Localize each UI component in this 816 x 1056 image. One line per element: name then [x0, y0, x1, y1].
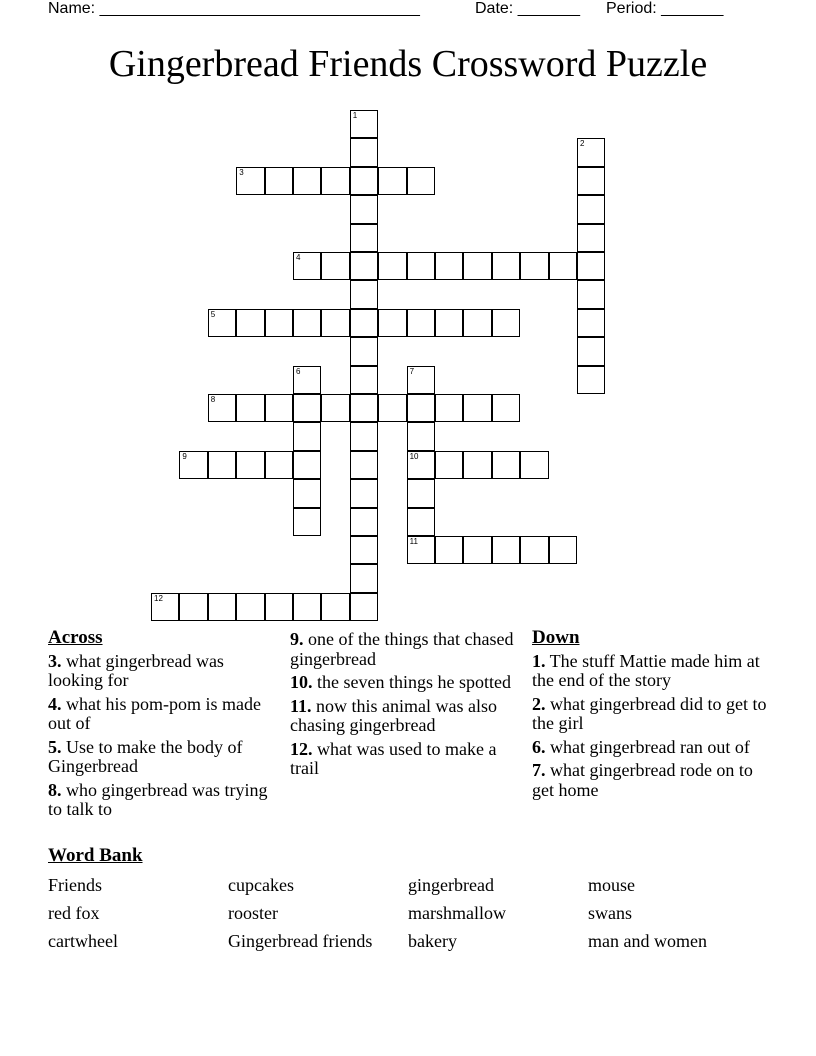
crossword-cell[interactable] — [463, 309, 491, 337]
word-bank-item: bakery — [408, 931, 457, 951]
word-bank-list — [48, 875, 768, 951]
clue-across-5: 5. Use to make the body of Gingerbread — [48, 736, 243, 776]
word-bank-item: cartwheel — [48, 931, 118, 951]
clue-number: 1 — [352, 111, 358, 120]
date-field[interactable]: Date: _______ — [475, 0, 580, 17]
clue-number: 9 — [182, 451, 187, 461]
crossword-cell[interactable] — [520, 536, 548, 564]
crossword-cell[interactable] — [378, 394, 406, 422]
crossword-cell[interactable] — [492, 394, 520, 422]
crossword-cell[interactable] — [577, 337, 605, 365]
clue-number: 4 — [296, 253, 301, 262]
crossword-cell[interactable] — [378, 167, 406, 195]
clue-number: 8 — [210, 395, 216, 404]
crossword-cell[interactable] — [492, 536, 520, 564]
clue-number: 5 — [210, 309, 216, 319]
across-clues-column-1 — [48, 628, 278, 824]
crossword-cell[interactable] — [293, 422, 321, 450]
crossword-cell[interactable] — [577, 366, 605, 394]
clue-number: 3 — [239, 167, 244, 177]
down-clues-column — [532, 628, 772, 804]
crossword-cell[interactable] — [407, 479, 435, 507]
clue-number: 12 — [154, 593, 163, 603]
crossword-cell[interactable] — [265, 394, 293, 422]
word-bank-item: gingerbread — [408, 875, 494, 895]
crossword-cell[interactable] — [265, 593, 293, 621]
word-bank-item: marshmallow — [408, 903, 506, 923]
crossword-cell[interactable] — [293, 593, 321, 621]
crossword-cell[interactable] — [350, 593, 378, 621]
down-heading: Down — [532, 627, 580, 648]
crossword-cell[interactable] — [577, 224, 605, 252]
word-bank-item: red fox — [48, 903, 100, 923]
clue-down-6: 6. what gingerbread ran out of — [532, 736, 750, 757]
crossword-cell[interactable] — [179, 451, 207, 479]
crossword-cell[interactable] — [378, 252, 406, 280]
word-bank-item: Friends — [48, 875, 102, 895]
clue-across-4: 4. what his pom-pom is made out of — [48, 693, 261, 733]
crossword-cell[interactable] — [293, 451, 321, 479]
crossword-cell[interactable] — [321, 394, 349, 422]
crossword-cell[interactable] — [577, 167, 605, 195]
crossword-cell[interactable] — [435, 536, 463, 564]
crossword-cell[interactable] — [208, 394, 236, 422]
clue-down-7: 7. what gingerbread rode on to get home — [532, 760, 753, 800]
crossword-cell[interactable] — [265, 167, 293, 195]
clue-number: 2 — [580, 139, 585, 149]
crossword-cell[interactable] — [577, 280, 605, 308]
word-bank-item: swans — [588, 903, 632, 923]
clue-number: 11 — [409, 537, 418, 546]
clue-down-2: 2. what gingerbread did to get to the girl — [532, 693, 767, 733]
crossword-cell[interactable] — [179, 593, 207, 621]
crossword-cell[interactable] — [293, 167, 321, 195]
crossword-cell[interactable] — [321, 252, 349, 280]
word-bank — [48, 845, 768, 951]
across-heading: Across — [48, 627, 103, 648]
crossword-cell[interactable] — [350, 479, 378, 507]
crossword-cell[interactable] — [350, 280, 378, 308]
clue-number: 7 — [409, 366, 415, 376]
crossword-cell[interactable] — [407, 366, 435, 394]
word-bank-heading: Word Bank — [48, 845, 143, 866]
crossword-cell[interactable] — [350, 252, 378, 280]
crossword-cell[interactable] — [435, 252, 463, 280]
crossword-cell[interactable] — [350, 508, 378, 536]
crossword-cell[interactable] — [293, 252, 321, 280]
crossword-cell[interactable] — [236, 593, 264, 621]
crossword-cell[interactable] — [236, 451, 264, 479]
crossword-cell[interactable] — [321, 593, 349, 621]
crossword-cell[interactable] — [407, 422, 435, 450]
crossword-cell[interactable] — [549, 252, 577, 280]
crossword-cell[interactable] — [350, 195, 378, 223]
crossword-cell[interactable] — [378, 309, 406, 337]
crossword-cell[interactable] — [350, 224, 378, 252]
crossword-cell[interactable] — [520, 451, 548, 479]
crossword-cell[interactable] — [492, 309, 520, 337]
crossword-cell[interactable] — [265, 451, 293, 479]
crossword-cell[interactable] — [208, 309, 236, 337]
crossword-cell[interactable] — [293, 508, 321, 536]
clue-across-9: 9. one of the things that chased gingerbread — [290, 629, 514, 669]
crossword-cell[interactable] — [350, 309, 378, 337]
crossword-cell[interactable] — [407, 309, 435, 337]
crossword-cell[interactable] — [265, 309, 293, 337]
clue-across-12: 12. what was used to make a trail — [290, 738, 497, 778]
crossword-cell[interactable] — [293, 479, 321, 507]
crossword-cell[interactable] — [492, 451, 520, 479]
page-title: Gingerbread Friends Crossword Puzzle — [108, 43, 708, 85]
crossword-cell[interactable] — [520, 252, 548, 280]
clue-across-3: 3. what gingerbread was looking for — [48, 650, 224, 690]
crossword-cell[interactable] — [350, 138, 378, 166]
name-field[interactable]: Name: ____________________________________ — [48, 0, 420, 17]
crossword-cell[interactable] — [463, 252, 491, 280]
crossword-cell[interactable] — [577, 309, 605, 337]
word-bank-item: man and women — [588, 931, 707, 951]
crossword-cell[interactable] — [463, 394, 491, 422]
across-clues-column-2 — [290, 630, 515, 783]
crossword-cell[interactable] — [549, 536, 577, 564]
crossword-cell[interactable] — [350, 394, 378, 422]
period-field[interactable]: Period: _______ — [606, 0, 724, 17]
crossword-cell[interactable] — [435, 309, 463, 337]
clue-across-11: 11. now this animal was also chasing gingerbread — [290, 695, 497, 735]
crossword-cell[interactable] — [350, 536, 378, 564]
crossword-cell[interactable] — [407, 252, 435, 280]
crossword-cell[interactable] — [236, 394, 264, 422]
clue-across-8: 8. who gingerbread was trying to talk to — [48, 779, 268, 819]
crossword-cell[interactable] — [293, 394, 321, 422]
clue-down-1: 1. The stuff Mattie made him at the end of the story — [532, 650, 760, 690]
crossword-cell[interactable] — [321, 167, 349, 195]
clue-across-10: 10. the seven things he spotted — [290, 672, 511, 692]
crossword-cell[interactable] — [236, 167, 264, 195]
crossword-cell[interactable] — [463, 536, 491, 564]
crossword-cell[interactable] — [407, 394, 435, 422]
clue-number: 6 — [296, 366, 301, 376]
crossword-cell[interactable] — [407, 451, 435, 479]
word-bank-item: mouse — [588, 875, 635, 895]
crossword-cell[interactable] — [577, 252, 605, 280]
clue-number: 10 — [409, 451, 419, 461]
crossword-cell[interactable] — [577, 138, 605, 166]
word-bank-item: cupcakes — [228, 875, 294, 895]
crossword-cell[interactable] — [407, 508, 435, 536]
crossword-cell[interactable] — [435, 451, 463, 479]
crossword-cell[interactable] — [350, 366, 378, 394]
crossword-cell[interactable] — [208, 593, 236, 621]
word-bank-item: Gingerbread friends — [228, 931, 373, 951]
crossword-cell[interactable] — [208, 451, 236, 479]
crossword-cell[interactable] — [350, 422, 378, 450]
crossword-cell[interactable] — [350, 110, 378, 138]
word-bank-item: rooster — [228, 903, 278, 923]
crossword-cell[interactable] — [350, 451, 378, 479]
crossword-cell[interactable] — [293, 366, 321, 394]
crossword-cell[interactable] — [321, 309, 349, 337]
crossword-cell[interactable] — [463, 451, 491, 479]
crossword-cell[interactable] — [151, 593, 179, 621]
crossword-cell[interactable] — [293, 309, 321, 337]
crossword-cell[interactable] — [407, 536, 435, 564]
crossword-cell[interactable] — [407, 167, 435, 195]
crossword-cell[interactable] — [492, 252, 520, 280]
crossword-cell[interactable] — [350, 337, 378, 365]
crossword-cell[interactable] — [350, 167, 378, 195]
crossword-cell[interactable] — [577, 195, 605, 223]
crossword-cell[interactable] — [435, 394, 463, 422]
crossword-cell[interactable] — [236, 309, 264, 337]
crossword-cell[interactable] — [350, 564, 378, 592]
